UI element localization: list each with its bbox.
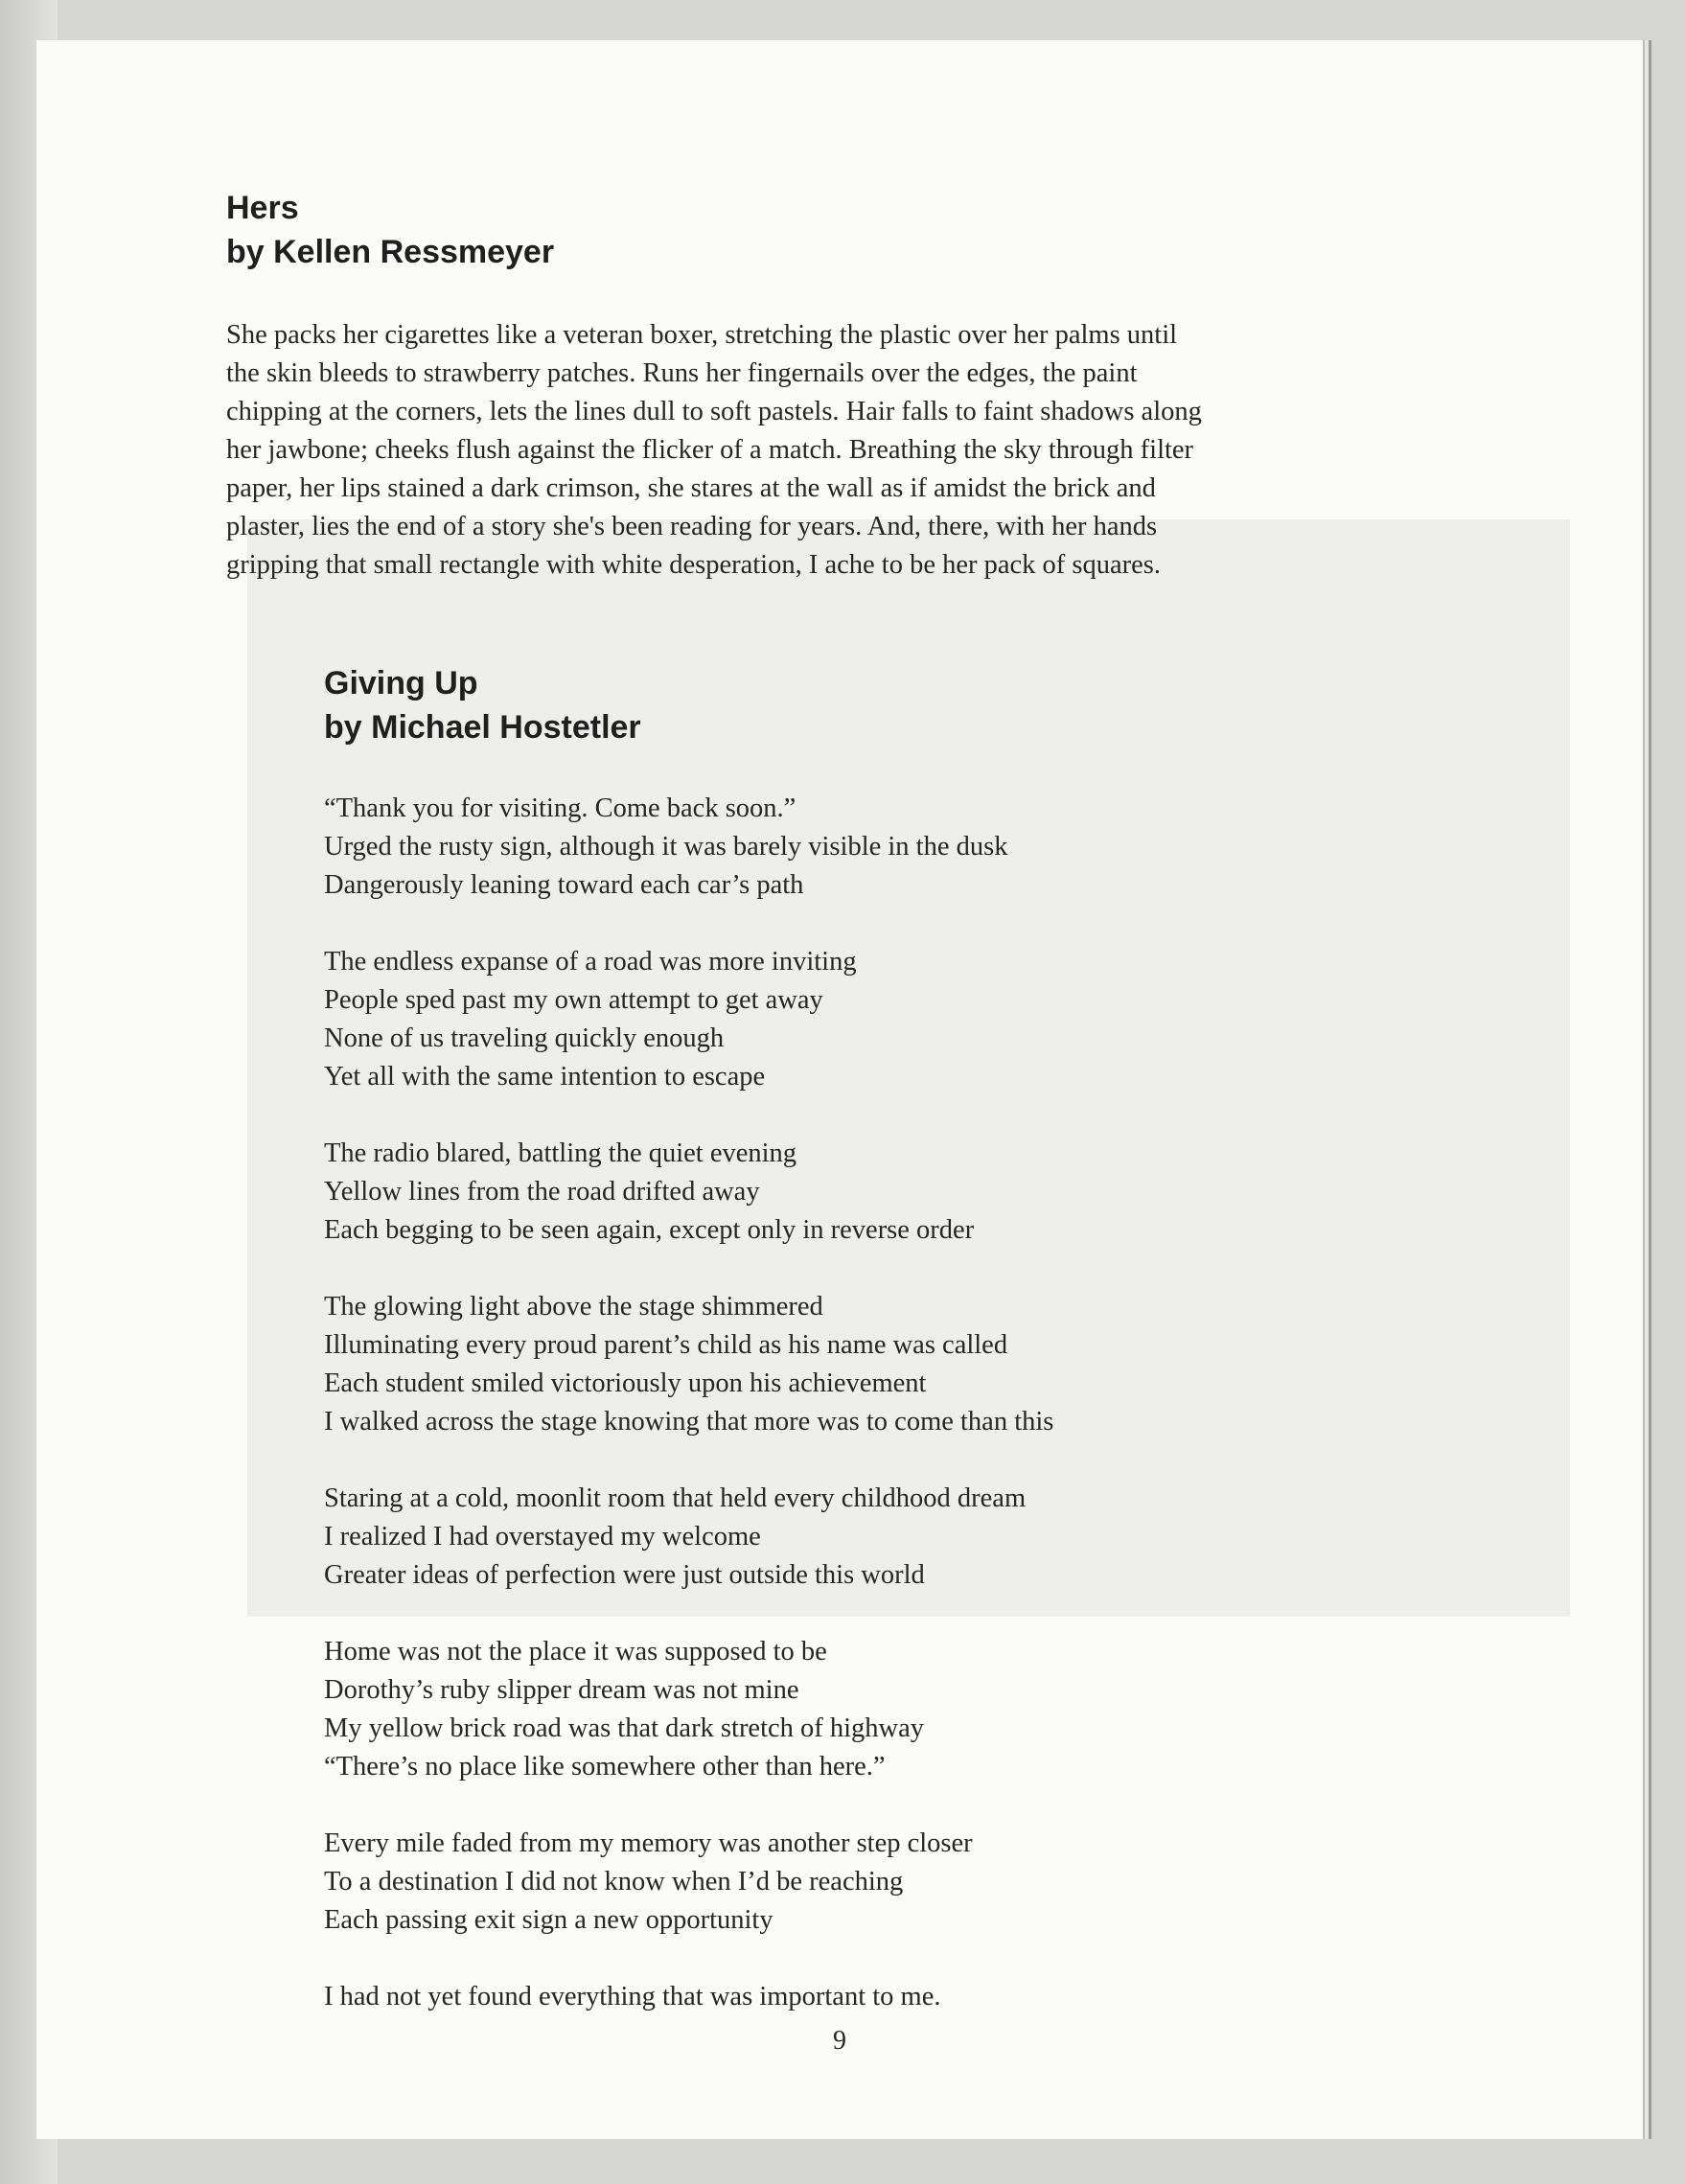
prose-line: gripping that small rectangle with white desperation, I ache to be her pack of squares. — [226, 550, 1161, 580]
poem-line: “Thank you for visiting. Come back soon.” — [324, 793, 796, 823]
page-number: 9 — [833, 2026, 846, 2056]
poem-byline: by Michael Hostetler — [324, 709, 641, 746]
poem-byline: by Kellen Ressmeyer — [226, 234, 555, 270]
prose-line: plaster, lies the end of a story she's been reading for years. And, there, with her hands — [226, 512, 1158, 541]
poem-line: People sped past my own attempt to get away — [324, 985, 823, 1015]
poem-line: Staring at a cold, moonlit room that held every childhood dream — [324, 1483, 1027, 1513]
stanza — [324, 1633, 1474, 1786]
poem-line: I realized I had overstayed my welcome — [324, 1522, 761, 1552]
prose-line: the skin bleeds to strawberry patches. Runs her fingernails over the edges, the paint — [226, 358, 1138, 388]
poem-title: Hers — [226, 190, 299, 226]
poem-line: Greater ideas of perfection were just outside this world — [324, 1560, 925, 1590]
prose-line: She packs her cigarettes like a veteran boxer, stretching the plastic over her palms until — [226, 320, 1178, 350]
poem-line: Each begging to be seen again, except only in reverse order — [324, 1215, 975, 1245]
stanza — [324, 1825, 1474, 1940]
poem-line: Illuminating every proud parent’s child as his name was called — [324, 1330, 1008, 1360]
poem-title: Giving Up — [324, 665, 478, 701]
poem-line: None of us traveling quickly enough — [324, 1023, 725, 1053]
poem-body-hers — [226, 316, 1472, 585]
poem-line: To a destination I did not know when I’d be reaching — [324, 1867, 904, 1897]
poem-line: “There’s no place like somewhere other than here.” — [324, 1752, 886, 1782]
poem-body-giving-up — [324, 790, 1474, 2055]
poem-line: Dangerously leaning toward each car’s path — [324, 870, 804, 900]
poem-line: Every mile faded from my memory was another step closer — [324, 1828, 973, 1858]
poem-heading-giving-up — [324, 661, 641, 749]
prose-line: chipping at the corners, lets the lines dull to soft pastels. Hair falls to faint shadows along — [226, 397, 1202, 426]
prose-line: her jawbone; cheeks flush against the flicker of a match. Breathing the sky through filter — [226, 435, 1194, 465]
poem-line: The radio blared, battling the quiet evening — [324, 1138, 797, 1168]
poem-line: My yellow brick road was that dark stretch of highway — [324, 1713, 925, 1743]
poem-line: Each student smiled victoriously upon his achievement — [324, 1368, 927, 1398]
poem-line: Yet all with the same intention to escape — [324, 1062, 766, 1092]
poem-line: Each passing exit sign a new opportunity — [324, 1905, 773, 1935]
stanza — [324, 1978, 1474, 2016]
poem-line: Yellow lines from the road drifted away — [324, 1177, 760, 1207]
stanza — [324, 790, 1474, 905]
poem-heading-hers — [226, 186, 554, 274]
poem-line: Dorothy’s ruby slipper dream was not mine — [324, 1675, 799, 1705]
prose-line: paper, her lips stained a dark crimson, she stares at the wall as if amidst the brick and — [226, 473, 1156, 503]
stanza — [324, 943, 1474, 1096]
stanza — [324, 1288, 1474, 1441]
poem-line: The glowing light above the stage shimmered — [324, 1292, 823, 1322]
book-page — [36, 40, 1643, 2139]
poem-line: I had not yet found everything that was important to me. — [324, 1982, 941, 2012]
stanza — [324, 1135, 1474, 1250]
poem-line: The endless expanse of a road was more inviting — [324, 947, 857, 977]
poem-line: I walked across the stage knowing that more was to come than this — [324, 1407, 1054, 1437]
poem-line: Urged the rusty sign, although it was barely visible in the dusk — [324, 832, 1008, 862]
poem-line: Home was not the place it was supposed to be — [324, 1637, 827, 1667]
stanza — [324, 1480, 1474, 1595]
